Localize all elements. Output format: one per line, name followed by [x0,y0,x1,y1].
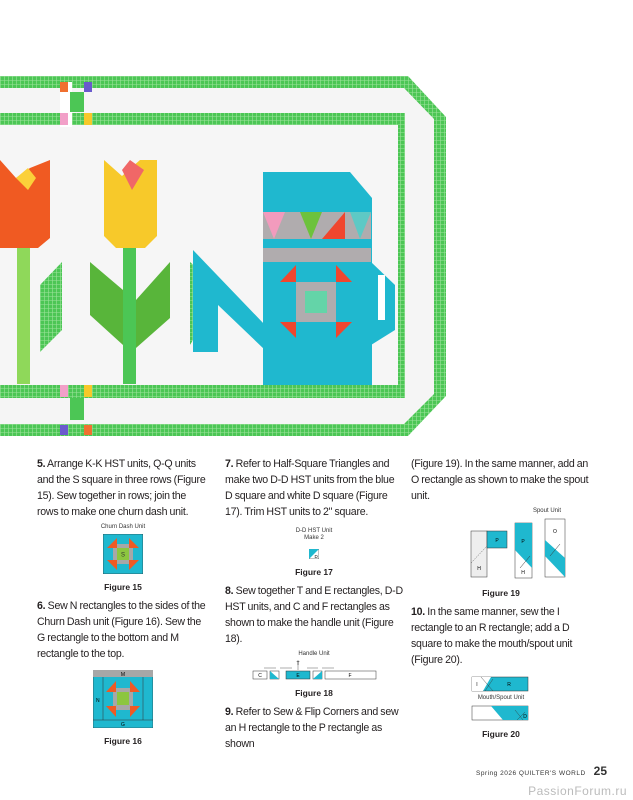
issue-date: Spring 2026 [476,770,519,777]
figure-15-diagram [103,534,143,574]
step-5 [37,456,209,520]
step-text: Arrange K-K HST units, Q-Q units and the S square in three rows (Figure 15). Sew together in rows; join the rows to make one churn dash unit. [37,458,206,518]
label-h-2: H [521,570,525,576]
figure-16-title: Figure 16 [104,736,142,746]
figure-18-caption: Handle Unit [298,651,330,657]
magazine-name: QUILTER'S WORLD [518,770,586,777]
label-c: C [257,673,262,679]
step-text: (Figure 19). In the same manner, add an O rectangle as shown to make the spout unit. [411,458,589,502]
figure-20 [411,676,591,739]
label-d: D [314,554,318,559]
figure-18-title: Figure 18 [295,688,333,698]
figure-16 [37,670,209,746]
step-number: 5. [37,458,46,470]
page-footer [476,764,607,781]
label-m: M [120,672,126,678]
figure-15 [37,524,209,592]
label-r: R [507,682,511,688]
figure-17-diagram [309,549,319,559]
step-9 [225,704,403,752]
step-text: Sew N rectangles to the sides of the Churn Dash unit (Figure 16). Sew the G rectangle to the bottom and M rectangle to the top. [37,600,206,660]
page-number: 25 [593,764,607,778]
step-text: Refer to Half-Square Triangles and make two D-D HST units from the blue D square and white D square (Figure 17). Trim HST units to 2" square. [225,458,395,518]
caption-line: D-D HST Unit [295,528,333,534]
step-text: Sew together T and E rectangles, D-D HST units, and C and F rectangles as shown to make the handle unit (Figure 18). [225,585,403,645]
figure-20-bottom-diagram [471,705,531,721]
label-h: H [477,566,481,572]
quilt-photo [0,70,460,445]
label-o: O [553,529,557,535]
label-s: S [120,552,126,559]
label-d: D [523,714,527,720]
watermark: PassionForum.ru [528,784,627,798]
label-f: F [347,673,352,679]
column-2 [225,456,403,752]
label-e: E [295,673,300,679]
label-g: G [121,722,125,728]
figure-20-top-diagram [471,676,531,692]
step-10 [411,604,591,668]
figure-15-caption: Churn Dash Unit [100,524,146,530]
step-text: In the same manner, sew the I rectangle to an R rectangle; add a D square to make the mouth/spout unit (Figure 20). [411,606,573,666]
figure-18 [225,651,403,698]
step-number: 10. [411,606,425,618]
figure-18-diagram [252,658,377,680]
figure-16-diagram [93,670,153,728]
figure-20-caption: Mouth/Spout Unit [477,695,525,701]
label-t: T [295,661,300,667]
label-i: I [476,682,478,688]
column-1 [37,456,209,752]
figure-19 [411,508,591,598]
step-9-continued [411,456,591,504]
step-number: 7. [225,458,234,470]
figure-17 [225,528,403,577]
step-number: 6. [37,600,46,612]
figure-17-title: Figure 17 [295,567,333,577]
step-number: 8. [225,585,234,597]
label-n: N [96,698,100,704]
label-p: P [495,538,499,544]
label-p-2: P [521,539,525,545]
figure-19-caption: Spout Unit [532,508,561,514]
step-text: Refer to Sew & Flip Corners and sew an H rectangle to the P rectangle as shown [225,706,399,750]
step-6 [37,598,209,662]
step-8 [225,583,403,647]
figure-15-title: Figure 15 [104,582,142,592]
caption-line: Make 2 [304,535,324,541]
figure-17-caption [296,528,333,542]
figure-19-title: Figure 19 [482,588,520,598]
step-number: 9. [225,706,234,718]
figure-19-diagram [470,518,570,580]
column-3 [411,456,591,745]
step-7 [225,456,403,520]
figure-20-title: Figure 20 [482,729,520,739]
